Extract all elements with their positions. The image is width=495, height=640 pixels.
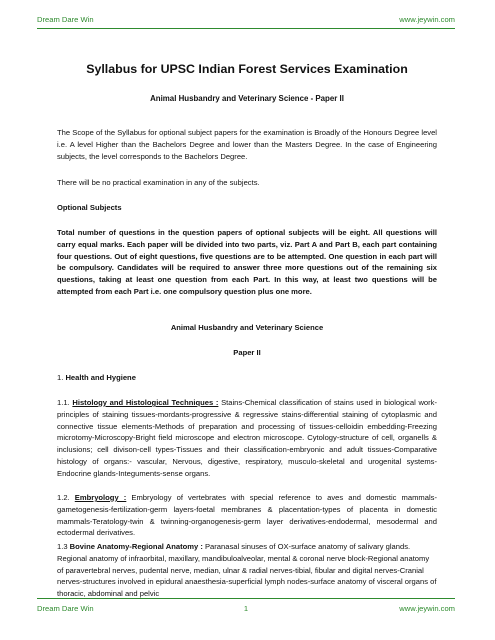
topic-1-3-paragraph xyxy=(57,541,437,600)
page-number: 1 xyxy=(243,604,249,613)
no-practical-paragraph: There will be no practical examination in any of the subjects. xyxy=(57,178,260,187)
topic-1-number: 1. xyxy=(57,373,66,382)
topic-1-1-body: Stains-Chemical classification of stains used in biological work-principles of staining tissues-mordants-progressive & regressive stains-differential staining of cytoplasmic and connective tissue elements-Methods of preparation and processing of tissues-celloidin embedding-Freezing microtomy-Microscopy-Bright field microscope and electron microscope. Cytology-structure of cell, organells & inclusions; cell divison-cell types-Tissues and their classification-embryonic and adult tissues-Comparative histology of organs:- vascular, Nervous, digestive, respiratory, musculo-skeletal and urogenital systems-Endocrine glands-Integuments-sense organs. xyxy=(57,398,438,478)
instructions-paragraph: Total number of questions in the question papers of optional subjects will be eight. All questions will carry equal marks. Each paper will be divided into two parts, viz. Part A and Part B, each part containing four questions. Out of eight questions, five questions are to be attempted. One question in each part will be compulsory. Candidates will be required to answer three more questions out of the remaining six questions, taking at least one question from each Part. In this way, at least two questions will be attempted from each Part i.e. one compulsory question plus one more. xyxy=(57,228,437,296)
topic-1-2-paragraph xyxy=(57,492,437,539)
topic-1-3-body: Paranasal sinuses of OX-surface anatomy of salivary glands. Regional anatomy of infraorbital, maxillary, mandibuloalveolar, mental & coronal nerve block-Regional anatomy of paravertebral nerves, pudental nerve, median, ulnar & radial nerves-tibial, fibular and digital nerves-Cranial nerves-structures involved in epidural anaesthesia-superficial lymph nodes-surface anatomy of visceral organs of thoracic, abdominal and pelvic xyxy=(57,542,437,599)
topic-1-2-title: Embryology : xyxy=(74,493,127,502)
document-subtitle: Animal Husbandry and Veterinary Science - Paper II xyxy=(150,94,344,103)
paper-label: Paper II xyxy=(233,348,261,357)
section-title: Animal Husbandry and Veterinary Science xyxy=(170,323,324,332)
header-brand: Dream Dare Win xyxy=(37,15,94,24)
page-header xyxy=(37,15,455,29)
topic-1-1-number: 1.1. xyxy=(57,398,73,407)
optional-subjects-heading: Optional Subjects xyxy=(57,203,122,212)
footer-brand: Dream Dare Win xyxy=(37,604,94,613)
topic-1-heading xyxy=(57,372,437,384)
topic-1-2-body: Embryology of vertebrates with special reference to aves and domestic mammals-gametogenesis-fertilization-germ layers-foetal membranes & placentation-types of placenta in domestic mammals-Teratology-twin & twinning-organogenesis-germ layer derivatives-endodermal, mesodermal and ectodermal derivatives. xyxy=(57,493,437,538)
topic-1-2-number: 1.2. xyxy=(57,493,75,502)
topic-1-3-number: 1.3 xyxy=(57,542,70,551)
document-title: Syllabus for UPSC Indian Forest Services Examination xyxy=(86,62,408,76)
topic-1-3-title: Bovine Anatomy-Regional Anatomy : xyxy=(69,542,203,551)
footer-rule xyxy=(37,598,455,599)
header-rule xyxy=(37,28,455,29)
header-website[interactable]: www.jeywin.com xyxy=(399,15,455,24)
footer-website[interactable]: www.jeywin.com xyxy=(399,604,455,613)
topic-1-title: Health and Hygiene xyxy=(65,373,136,382)
page-footer xyxy=(37,604,455,618)
intro-paragraph: The Scope of the Syllabus for optional subject papers for the examination is Broadly of the Honours Degree level i.e. A level Higher than the Bachelors Degree and lower than the Masters Degree. In the case of Engineering subjects, the level corresponds to the Bachelors Degree. xyxy=(57,128,437,161)
topic-1-1-title: Histology and Histological Techniques : xyxy=(72,398,219,407)
topic-1-1-paragraph xyxy=(57,397,437,480)
